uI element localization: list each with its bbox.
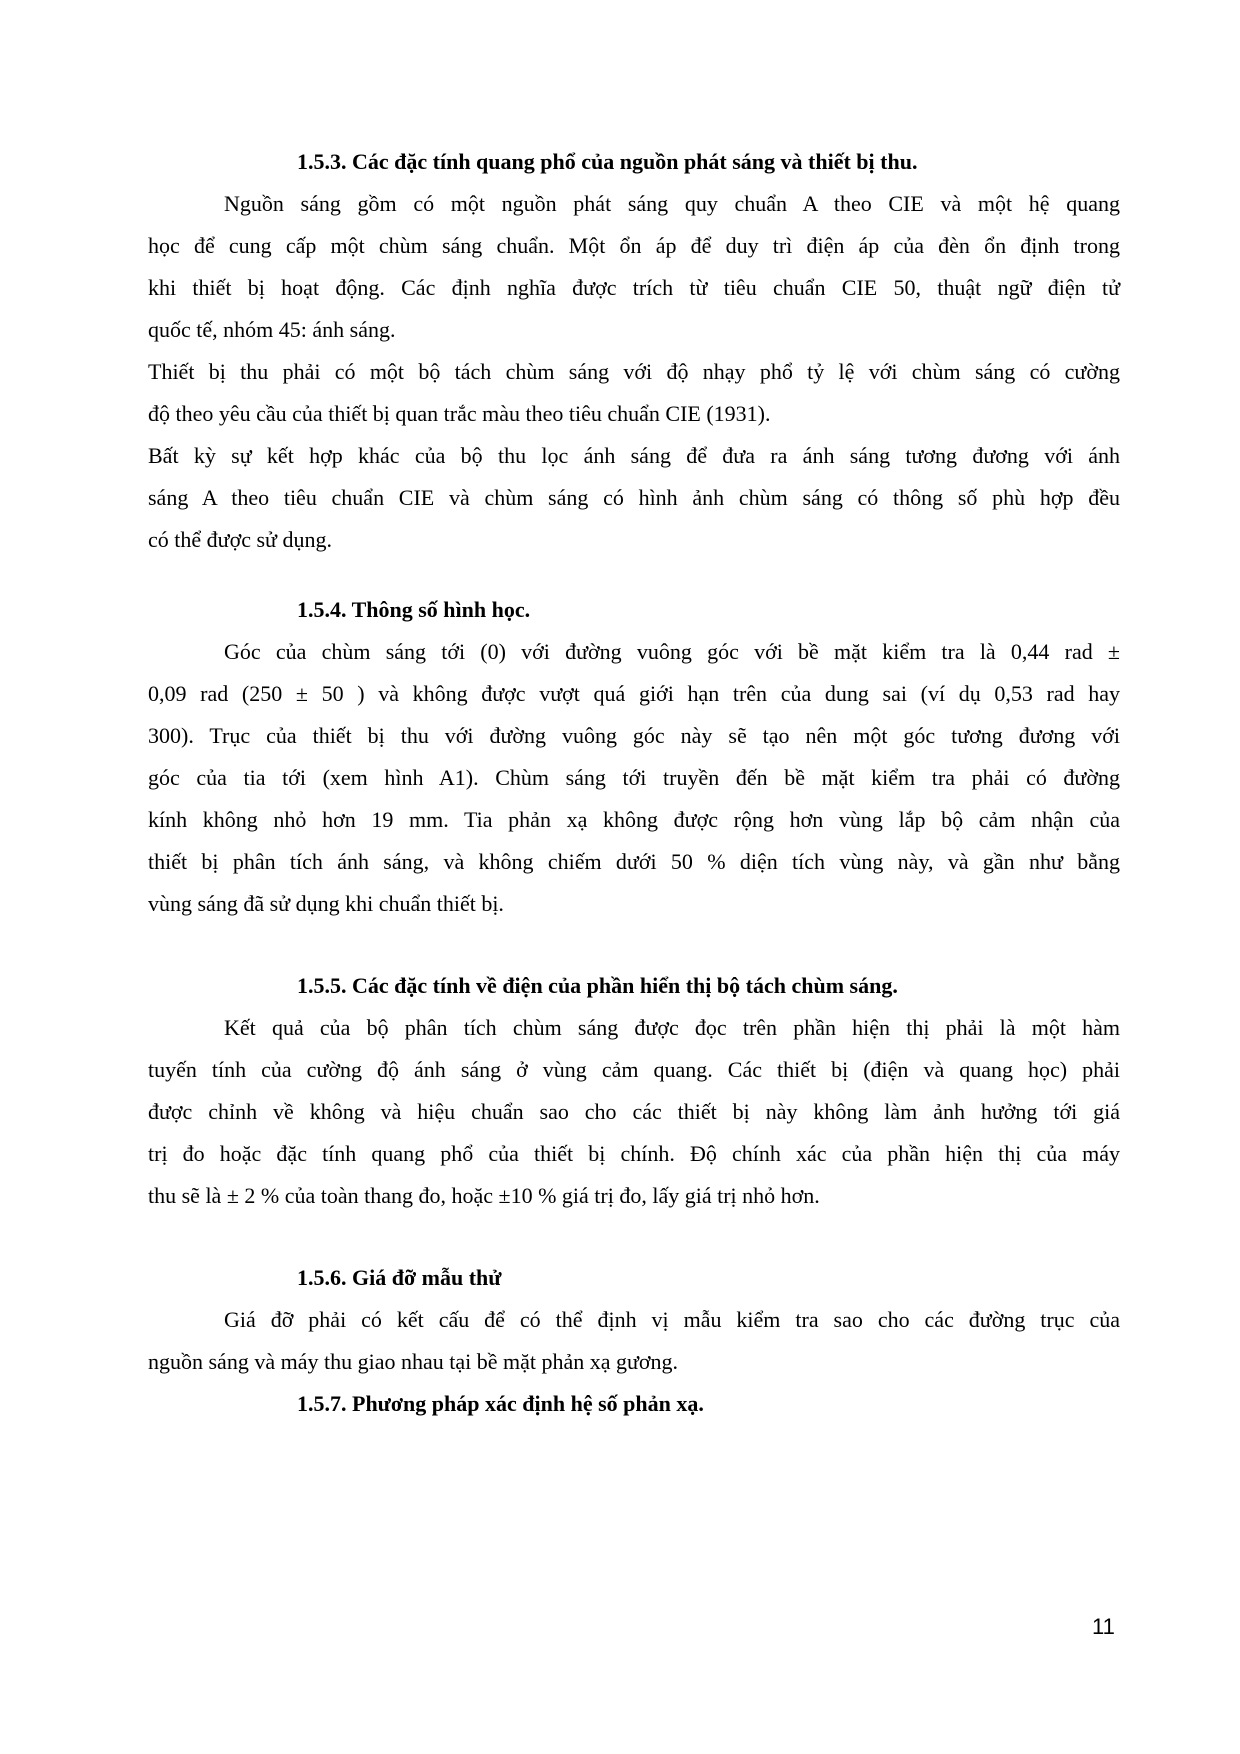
paragraph-line: 0,09 rad (250 ± 50 ) và không được vượt quá giới hạn trên của dung sai (ví dụ 0,53 rad hay	[148, 681, 1120, 706]
paragraph-line: 300). Trục của thiết bị thu với đường vuông góc này sẽ tạo nên một góc tương đương với	[148, 723, 1120, 748]
section-heading-1-5-6: 1.5.6. Giá đỡ mẫu thử	[297, 1265, 502, 1290]
paragraph-line: độ theo yêu cầu của thiết bị quan trắc màu theo tiêu chuẩn CIE (1931).	[148, 401, 771, 426]
paragraph-line: tuyến tính của cường độ ánh sáng ở vùng cảm quang. Các thiết bị (điện và quang học) phải	[148, 1057, 1120, 1082]
paragraph-line: được chỉnh về không và hiệu chuẩn sao cho các thiết bị này không làm ảnh hưởng tới giá	[148, 1099, 1120, 1124]
paragraph-line: kính không nhỏ hơn 19 mm. Tia phản xạ không được rộng hơn vùng lắp bộ cảm nhận của	[148, 807, 1120, 832]
paragraph-line: trị đo hoặc đặc tính quang phổ của thiết bị chính. Độ chính xác của phần hiện thị của máy	[148, 1141, 1120, 1166]
paragraph-line: thiết bị phân tích ánh sáng, và không chiếm dưới 50 % diện tích vùng này, và gần như bằng	[148, 849, 1120, 874]
paragraph-line: Kết quả của bộ phân tích chùm sáng được đọc trên phần hiện thị phải là một hàm	[224, 1015, 1120, 1040]
paragraph-line: quốc tế, nhóm 45: ánh sáng.	[148, 317, 396, 342]
paragraph-line: học để cung cấp một chùm sáng chuẩn. Một ổn áp để duy trì điện áp của đèn ổn định trong	[148, 233, 1120, 258]
page-number: 11	[1092, 1614, 1115, 1639]
paragraph-line: góc của tia tới (xem hình A1). Chùm sáng tới truyền đến bề mặt kiểm tra phải có đường	[148, 765, 1120, 790]
paragraph-line: Góc của chùm sáng tới (0) với đường vuông góc với bề mặt kiểm tra là 0,44 rad ±	[224, 639, 1120, 664]
paragraph-line: vùng sáng đã sử dụng khi chuẩn thiết bị.	[148, 891, 504, 916]
section-heading-1-5-4: 1.5.4. Thông số hình học.	[297, 597, 531, 622]
paragraph-line: Thiết bị thu phải có một bộ tách chùm sáng với độ nhạy phổ tỷ lệ với chùm sáng có cường	[148, 359, 1120, 384]
paragraph-line: thu sẽ là ± 2 % của toàn thang đo, hoặc ±10 % giá trị đo, lấy giá trị nhỏ hơn.	[148, 1183, 820, 1208]
paragraph-line: Nguồn sáng gồm có một nguồn phát sáng quy chuẩn A theo CIE và một hệ quang	[224, 191, 1120, 216]
paragraph-line: nguồn sáng và máy thu giao nhau tại bề mặt phản xạ gương.	[148, 1349, 679, 1374]
paragraph-line: Giá đỡ phải có kết cấu để có thể định vị mẫu kiểm tra sao cho các đường trục của	[224, 1307, 1120, 1332]
paragraph-line: sáng A theo tiêu chuẩn CIE và chùm sáng có hình ảnh chùm sáng có thông số phù hợp đều	[148, 485, 1120, 510]
paragraph-line: khi thiết bị hoạt động. Các định nghĩa được trích từ tiêu chuẩn CIE 50, thuật ngữ điện tử	[148, 275, 1120, 300]
section-heading-1-5-3: 1.5.3. Các đặc tính quang phổ của nguồn phát sáng và thiết bị thu.	[297, 149, 918, 174]
section-heading-1-5-5: 1.5.5. Các đặc tính về điện của phần hiển thị bộ tách chùm sáng.	[297, 973, 898, 998]
paragraph-line: Bất kỳ sự kết hợp khác của bộ thu lọc ánh sáng để đưa ra ánh sáng tương đương với ánh	[148, 443, 1120, 468]
paragraph-line: có thể được sử dụng.	[148, 527, 332, 552]
section-heading-1-5-7: 1.5.7. Phương pháp xác định hệ số phản xạ.	[297, 1391, 704, 1416]
